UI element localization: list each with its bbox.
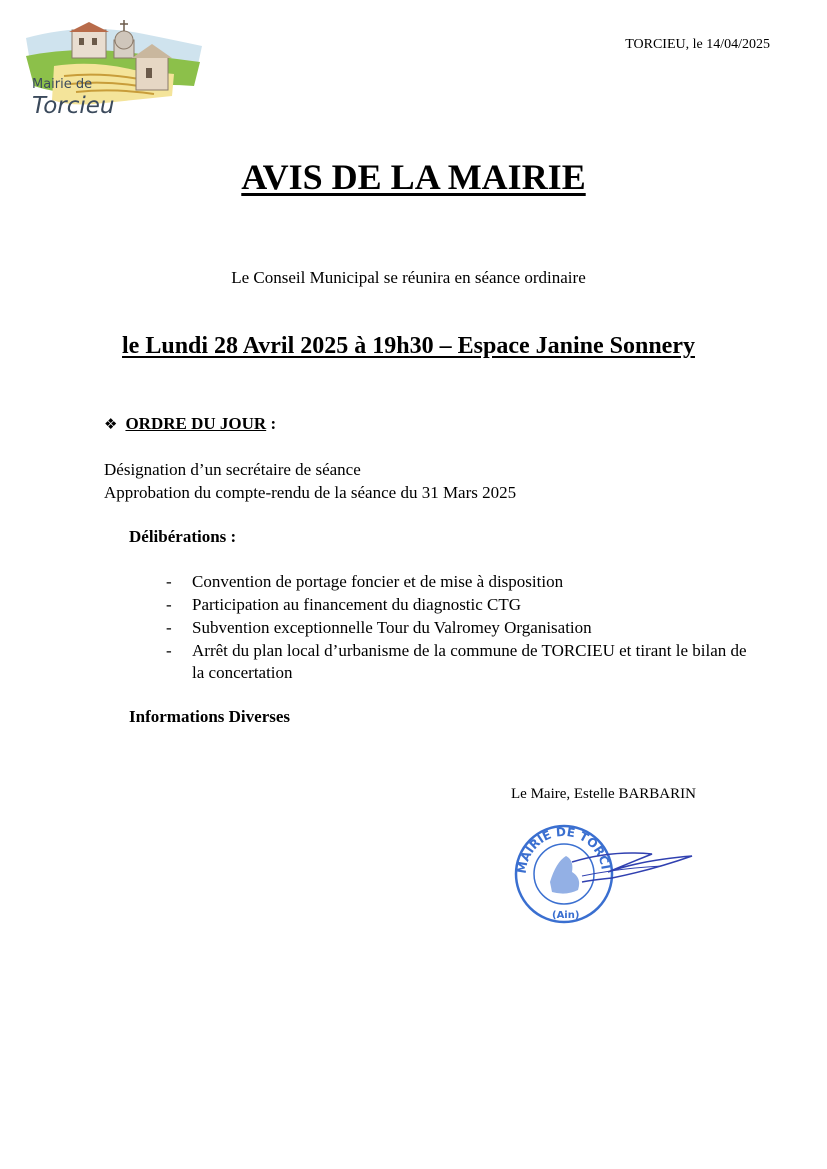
deliberation-item-text: Arrêt du plan local d’urbanisme de la commune de TORCIEU et tirant le bilan de la concertation <box>192 641 747 682</box>
intro-text: Le Conseil Municipal se réunira en séance ordinaire <box>231 268 586 287</box>
meeting-datetime: le Lundi 28 Avril 2025 à 19h30 – Espace Janine Sonnery <box>122 333 695 359</box>
deliberation-item: - Subvention exceptionnelle Tour du Valromey Organisation <box>166 617 766 639</box>
informations-heading: Informations Diverses <box>129 707 291 726</box>
deliberation-item: - Convention de portage foncier et de mise à disposition <box>166 571 766 593</box>
agenda-heading <box>104 414 276 434</box>
logo-line2: Torcieu <box>32 93 115 119</box>
mairie-logo <box>24 16 204 120</box>
signature-scribble-icon <box>572 853 692 882</box>
deliberations-heading: Délibérations : <box>129 527 237 546</box>
deliberation-item-text: Subvention exceptionnelle Tour du Valromey Organisation <box>192 618 592 637</box>
stamp-top-text: MAIRIE DE TORCI <box>514 824 613 875</box>
diamond-bullet-icon: ❖ <box>104 415 118 433</box>
deliberation-item-text: Convention de portage foncier et de mise à disposition <box>192 572 564 591</box>
mayor-signature-line: Le Maire, Estelle BARBARIN <box>511 786 696 802</box>
agenda-line: Désignation d’un secrétaire de séance <box>104 460 361 479</box>
deliberation-item: - Participation au financement du diagnostic CTG <box>166 594 766 616</box>
deliberation-item: - Arrêt du plan local d’urbanisme de la commune de TORCIEU et tirant le bilan de la concertation <box>166 640 766 684</box>
agenda-line: Approbation du compte-rendu de la séance du 31 Mars 2025 <box>104 483 517 502</box>
agenda-label: ORDRE DU JOUR <box>125 414 267 433</box>
document-date: TORCIEU, le 14/04/2025 <box>625 37 770 52</box>
document-title: AVIS DE LA MAIRIE <box>241 157 586 197</box>
agenda-suffix: : <box>266 414 277 433</box>
deliberation-item-text: Participation au financement du diagnostic CTG <box>192 595 522 614</box>
stamp-bottom-text: (Ain) <box>552 910 580 921</box>
logo-line1: Mairie de <box>32 77 93 92</box>
mairie-stamp <box>512 822 702 928</box>
